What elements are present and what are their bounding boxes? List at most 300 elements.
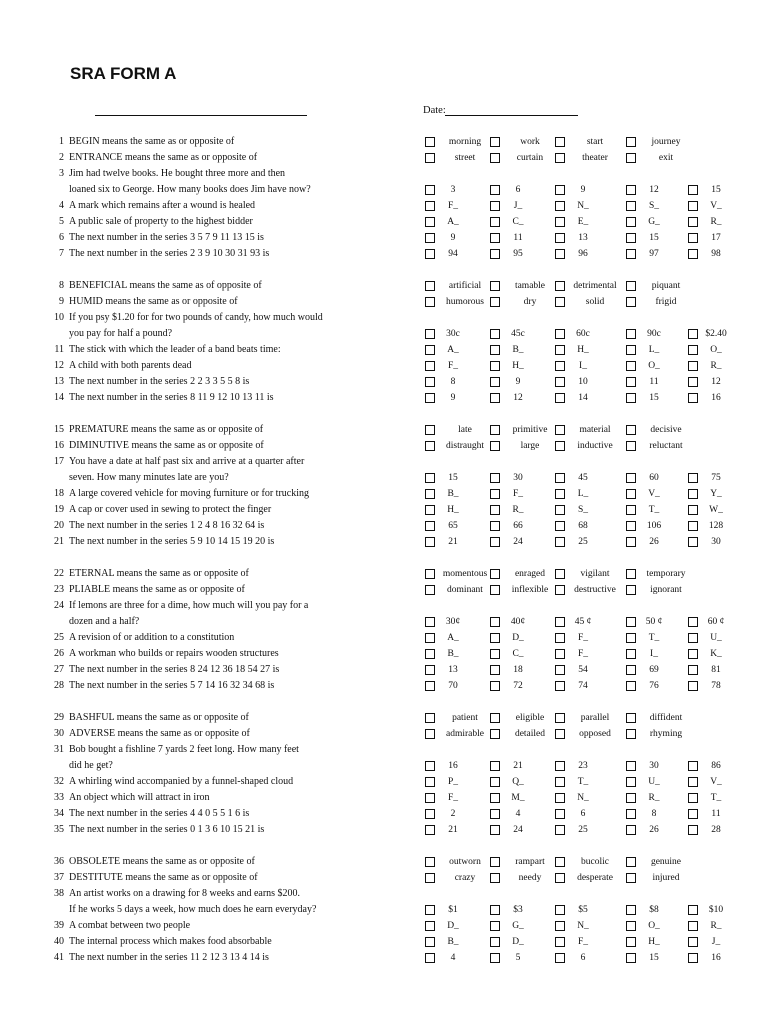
answer-checkbox[interactable] — [626, 937, 636, 947]
answer-option[interactable] — [555, 472, 597, 484]
answer-checkbox[interactable] — [626, 825, 636, 835]
answer-option[interactable] — [555, 536, 597, 548]
answer-checkbox[interactable] — [425, 361, 435, 371]
answer-checkbox[interactable] — [688, 393, 698, 403]
answer-checkbox[interactable] — [688, 793, 698, 803]
answer-option[interactable] — [688, 632, 730, 644]
answer-option[interactable] — [425, 200, 467, 212]
answer-option[interactable] — [425, 808, 467, 820]
answer-checkbox[interactable] — [688, 521, 698, 531]
answer-option[interactable] — [688, 184, 730, 196]
answer-option[interactable] — [490, 376, 532, 388]
answer-option[interactable] — [626, 136, 692, 148]
answer-checkbox[interactable] — [490, 809, 500, 819]
answer-option[interactable] — [555, 248, 597, 260]
answer-checkbox[interactable] — [555, 825, 565, 835]
answer-checkbox[interactable] — [555, 713, 565, 723]
answer-checkbox[interactable] — [425, 425, 435, 435]
answer-checkbox[interactable] — [425, 505, 435, 515]
answer-checkbox[interactable] — [555, 809, 565, 819]
answer-checkbox[interactable] — [490, 505, 500, 515]
answer-checkbox[interactable] — [490, 937, 500, 947]
answer-checkbox[interactable] — [425, 937, 435, 947]
answer-checkbox[interactable] — [555, 649, 565, 659]
answer-option[interactable] — [425, 712, 491, 724]
answer-option[interactable] — [425, 344, 467, 356]
answer-option[interactable] — [688, 936, 730, 948]
answer-option[interactable] — [490, 360, 532, 372]
answer-option[interactable] — [555, 808, 597, 820]
answer-option[interactable] — [555, 376, 597, 388]
answer-option[interactable] — [688, 520, 730, 532]
answer-option[interactable] — [626, 824, 668, 836]
answer-checkbox[interactable] — [490, 617, 500, 627]
answer-option[interactable] — [555, 440, 621, 452]
answer-option[interactable] — [490, 776, 532, 788]
answer-checkbox[interactable] — [626, 217, 636, 227]
answer-checkbox[interactable] — [425, 329, 435, 339]
answer-option[interactable] — [425, 664, 467, 676]
answer-option[interactable] — [626, 808, 668, 820]
answer-option[interactable] — [626, 920, 668, 932]
answer-checkbox[interactable] — [626, 185, 636, 195]
answer-option[interactable] — [425, 824, 467, 836]
answer-checkbox[interactable] — [626, 809, 636, 819]
answer-option[interactable] — [425, 488, 467, 500]
answer-checkbox[interactable] — [688, 761, 698, 771]
answer-option[interactable] — [688, 648, 730, 660]
answer-option[interactable] — [555, 648, 597, 660]
answer-checkbox[interactable] — [555, 777, 565, 787]
answer-checkbox[interactable] — [490, 377, 500, 387]
answer-option[interactable] — [688, 616, 730, 628]
answer-checkbox[interactable] — [425, 249, 435, 259]
answer-option[interactable] — [425, 536, 467, 548]
answer-checkbox[interactable] — [626, 617, 636, 627]
answer-option[interactable] — [688, 200, 730, 212]
answer-checkbox[interactable] — [555, 233, 565, 243]
answer-option[interactable] — [555, 152, 621, 164]
answer-option[interactable] — [555, 728, 621, 740]
answer-checkbox[interactable] — [626, 281, 636, 291]
answer-checkbox[interactable] — [425, 537, 435, 547]
answer-option[interactable] — [490, 472, 532, 484]
answer-checkbox[interactable] — [490, 441, 500, 451]
answer-checkbox[interactable] — [490, 793, 500, 803]
answer-checkbox[interactable] — [555, 153, 565, 163]
answer-option[interactable] — [425, 632, 467, 644]
answer-option[interactable] — [626, 424, 692, 436]
answer-checkbox[interactable] — [626, 665, 636, 675]
answer-checkbox[interactable] — [688, 233, 698, 243]
answer-checkbox[interactable] — [688, 473, 698, 483]
answer-option[interactable] — [626, 872, 692, 884]
answer-option[interactable] — [555, 616, 597, 628]
answer-option[interactable] — [626, 904, 668, 916]
answer-checkbox[interactable] — [626, 857, 636, 867]
answer-checkbox[interactable] — [555, 857, 565, 867]
answer-checkbox[interactable] — [688, 361, 698, 371]
answer-checkbox[interactable] — [490, 713, 500, 723]
answer-checkbox[interactable] — [688, 633, 698, 643]
answer-option[interactable] — [490, 712, 556, 724]
answer-option[interactable] — [490, 520, 532, 532]
answer-checkbox[interactable] — [688, 185, 698, 195]
answer-option[interactable] — [555, 360, 597, 372]
answer-option[interactable] — [626, 728, 692, 740]
answer-checkbox[interactable] — [688, 201, 698, 211]
answer-checkbox[interactable] — [555, 393, 565, 403]
answer-checkbox[interactable] — [425, 217, 435, 227]
answer-checkbox[interactable] — [425, 905, 435, 915]
answer-option[interactable] — [555, 792, 597, 804]
answer-checkbox[interactable] — [555, 441, 565, 451]
answer-option[interactable] — [555, 136, 621, 148]
answer-checkbox[interactable] — [555, 873, 565, 883]
answer-option[interactable] — [490, 248, 532, 260]
answer-checkbox[interactable] — [626, 521, 636, 531]
answer-checkbox[interactable] — [688, 329, 698, 339]
answer-checkbox[interactable] — [425, 473, 435, 483]
answer-checkbox[interactable] — [688, 665, 698, 675]
answer-checkbox[interactable] — [425, 713, 435, 723]
answer-checkbox[interactable] — [490, 921, 500, 931]
answer-option[interactable] — [626, 536, 668, 548]
answer-checkbox[interactable] — [626, 713, 636, 723]
answer-option[interactable] — [425, 360, 467, 372]
answer-checkbox[interactable] — [490, 777, 500, 787]
answer-checkbox[interactable] — [425, 809, 435, 819]
answer-checkbox[interactable] — [555, 489, 565, 499]
answer-option[interactable] — [688, 392, 730, 404]
answer-option[interactable] — [555, 632, 597, 644]
answer-checkbox[interactable] — [626, 297, 636, 307]
answer-option[interactable] — [688, 952, 730, 964]
answer-checkbox[interactable] — [490, 953, 500, 963]
answer-option[interactable] — [688, 904, 730, 916]
answer-checkbox[interactable] — [555, 281, 565, 291]
answer-checkbox[interactable] — [490, 393, 500, 403]
answer-option[interactable] — [555, 184, 597, 196]
answer-option[interactable] — [626, 664, 668, 676]
answer-option[interactable] — [555, 424, 621, 436]
answer-option[interactable] — [688, 664, 730, 676]
answer-option[interactable] — [688, 792, 730, 804]
answer-option[interactable] — [425, 728, 491, 740]
answer-option[interactable] — [626, 184, 668, 196]
answer-checkbox[interactable] — [626, 761, 636, 771]
answer-option[interactable] — [425, 792, 467, 804]
answer-option[interactable] — [425, 920, 467, 932]
answer-checkbox[interactable] — [688, 217, 698, 227]
answer-checkbox[interactable] — [490, 233, 500, 243]
answer-checkbox[interactable] — [688, 809, 698, 819]
answer-option[interactable] — [490, 584, 556, 596]
answer-option[interactable] — [626, 856, 692, 868]
answer-option[interactable] — [555, 344, 597, 356]
answer-checkbox[interactable] — [688, 617, 698, 627]
answer-option[interactable] — [555, 824, 597, 836]
answer-option[interactable] — [425, 936, 467, 948]
answer-option[interactable] — [626, 504, 668, 516]
answer-option[interactable] — [425, 648, 467, 660]
answer-option[interactable] — [490, 792, 532, 804]
answer-option[interactable] — [626, 616, 668, 628]
answer-option[interactable] — [425, 424, 491, 436]
answer-checkbox[interactable] — [555, 633, 565, 643]
answer-checkbox[interactable] — [425, 489, 435, 499]
answer-checkbox[interactable] — [555, 937, 565, 947]
answer-option[interactable] — [555, 872, 621, 884]
answer-option[interactable] — [425, 776, 467, 788]
answer-checkbox[interactable] — [688, 249, 698, 259]
answer-checkbox[interactable] — [490, 345, 500, 355]
answer-checkbox[interactable] — [626, 953, 636, 963]
answer-option[interactable] — [425, 760, 467, 772]
answer-checkbox[interactable] — [490, 633, 500, 643]
answer-checkbox[interactable] — [425, 649, 435, 659]
answer-option[interactable] — [490, 728, 556, 740]
answer-option[interactable] — [425, 328, 467, 340]
answer-checkbox[interactable] — [555, 793, 565, 803]
answer-checkbox[interactable] — [490, 681, 500, 691]
answer-option[interactable] — [626, 632, 668, 644]
answer-option[interactable] — [688, 232, 730, 244]
answer-checkbox[interactable] — [490, 537, 500, 547]
answer-option[interactable] — [688, 776, 730, 788]
answer-checkbox[interactable] — [490, 217, 500, 227]
answer-checkbox[interactable] — [425, 777, 435, 787]
answer-checkbox[interactable] — [425, 825, 435, 835]
answer-option[interactable] — [555, 776, 597, 788]
answer-option[interactable] — [490, 648, 532, 660]
answer-checkbox[interactable] — [688, 681, 698, 691]
answer-checkbox[interactable] — [490, 153, 500, 163]
answer-checkbox[interactable] — [490, 665, 500, 675]
answer-option[interactable] — [490, 664, 532, 676]
answer-checkbox[interactable] — [626, 153, 636, 163]
answer-checkbox[interactable] — [626, 249, 636, 259]
answer-option[interactable] — [425, 280, 491, 292]
answer-option[interactable] — [626, 392, 668, 404]
answer-option[interactable] — [626, 376, 668, 388]
answer-option[interactable] — [425, 184, 467, 196]
answer-checkbox[interactable] — [555, 521, 565, 531]
answer-option[interactable] — [626, 680, 668, 692]
answer-option[interactable] — [425, 616, 467, 628]
answer-option[interactable] — [490, 952, 532, 964]
answer-option[interactable] — [688, 536, 730, 548]
answer-checkbox[interactable] — [425, 873, 435, 883]
answer-checkbox[interactable] — [425, 729, 435, 739]
answer-option[interactable] — [626, 952, 668, 964]
answer-option[interactable] — [490, 136, 556, 148]
answer-checkbox[interactable] — [490, 489, 500, 499]
answer-option[interactable] — [425, 872, 491, 884]
answer-checkbox[interactable] — [688, 921, 698, 931]
answer-checkbox[interactable] — [626, 649, 636, 659]
answer-checkbox[interactable] — [555, 665, 565, 675]
answer-option[interactable] — [490, 536, 532, 548]
answer-checkbox[interactable] — [626, 441, 636, 451]
answer-checkbox[interactable] — [626, 137, 636, 147]
answer-option[interactable] — [626, 248, 668, 260]
answer-option[interactable] — [490, 344, 532, 356]
answer-checkbox[interactable] — [626, 233, 636, 243]
answer-option[interactable] — [555, 584, 621, 596]
answer-option[interactable] — [626, 280, 692, 292]
answer-checkbox[interactable] — [626, 681, 636, 691]
answer-checkbox[interactable] — [555, 185, 565, 195]
answer-option[interactable] — [490, 568, 556, 580]
answer-option[interactable] — [555, 920, 597, 932]
answer-option[interactable] — [425, 472, 467, 484]
answer-option[interactable] — [688, 360, 730, 372]
answer-option[interactable] — [425, 952, 467, 964]
answer-option[interactable] — [555, 568, 621, 580]
date-field-line[interactable] — [445, 115, 578, 116]
answer-checkbox[interactable] — [425, 857, 435, 867]
answer-checkbox[interactable] — [626, 793, 636, 803]
answer-checkbox[interactable] — [688, 377, 698, 387]
answer-checkbox[interactable] — [490, 425, 500, 435]
answer-option[interactable] — [490, 424, 556, 436]
answer-checkbox[interactable] — [425, 521, 435, 531]
answer-option[interactable] — [490, 856, 556, 868]
answer-checkbox[interactable] — [626, 377, 636, 387]
answer-option[interactable] — [425, 584, 491, 596]
answer-option[interactable] — [555, 856, 621, 868]
answer-option[interactable] — [425, 440, 491, 452]
answer-option[interactable] — [688, 344, 730, 356]
answer-checkbox[interactable] — [626, 505, 636, 515]
answer-checkbox[interactable] — [490, 201, 500, 211]
answer-checkbox[interactable] — [425, 761, 435, 771]
answer-checkbox[interactable] — [555, 617, 565, 627]
answer-option[interactable] — [425, 904, 467, 916]
answer-checkbox[interactable] — [425, 137, 435, 147]
answer-option[interactable] — [555, 296, 621, 308]
answer-checkbox[interactable] — [425, 297, 435, 307]
answer-option[interactable] — [490, 152, 556, 164]
answer-option[interactable] — [555, 760, 597, 772]
answer-option[interactable] — [555, 392, 597, 404]
answer-checkbox[interactable] — [490, 569, 500, 579]
answer-checkbox[interactable] — [626, 777, 636, 787]
answer-checkbox[interactable] — [688, 825, 698, 835]
answer-checkbox[interactable] — [626, 393, 636, 403]
answer-checkbox[interactable] — [490, 729, 500, 739]
answer-option[interactable] — [688, 328, 730, 340]
answer-option[interactable] — [626, 152, 692, 164]
answer-checkbox[interactable] — [425, 921, 435, 931]
answer-checkbox[interactable] — [425, 153, 435, 163]
answer-checkbox[interactable] — [555, 585, 565, 595]
answer-option[interactable] — [555, 664, 597, 676]
answer-checkbox[interactable] — [626, 361, 636, 371]
answer-option[interactable] — [555, 200, 597, 212]
answer-checkbox[interactable] — [555, 425, 565, 435]
answer-checkbox[interactable] — [555, 681, 565, 691]
answer-checkbox[interactable] — [425, 665, 435, 675]
answer-option[interactable] — [490, 632, 532, 644]
answer-option[interactable] — [626, 776, 668, 788]
answer-option[interactable] — [490, 760, 532, 772]
answer-checkbox[interactable] — [490, 585, 500, 595]
answer-option[interactable] — [425, 248, 467, 260]
answer-checkbox[interactable] — [425, 793, 435, 803]
answer-option[interactable] — [490, 488, 532, 500]
answer-checkbox[interactable] — [555, 537, 565, 547]
answer-checkbox[interactable] — [555, 249, 565, 259]
answer-option[interactable] — [490, 216, 532, 228]
answer-option[interactable] — [425, 296, 491, 308]
answer-option[interactable] — [555, 680, 597, 692]
answer-option[interactable] — [425, 568, 491, 580]
answer-checkbox[interactable] — [688, 345, 698, 355]
answer-option[interactable] — [555, 712, 621, 724]
answer-option[interactable] — [626, 488, 668, 500]
answer-checkbox[interactable] — [490, 329, 500, 339]
answer-option[interactable] — [626, 472, 668, 484]
answer-option[interactable] — [555, 232, 597, 244]
answer-checkbox[interactable] — [425, 681, 435, 691]
answer-option[interactable] — [490, 392, 532, 404]
answer-checkbox[interactable] — [425, 569, 435, 579]
answer-checkbox[interactable] — [626, 489, 636, 499]
answer-option[interactable] — [688, 760, 730, 772]
answer-checkbox[interactable] — [490, 297, 500, 307]
answer-option[interactable] — [490, 920, 532, 932]
answer-checkbox[interactable] — [555, 217, 565, 227]
answer-checkbox[interactable] — [626, 473, 636, 483]
answer-checkbox[interactable] — [555, 137, 565, 147]
answer-option[interactable] — [490, 936, 532, 948]
answer-checkbox[interactable] — [688, 777, 698, 787]
answer-option[interactable] — [626, 648, 668, 660]
answer-checkbox[interactable] — [626, 633, 636, 643]
answer-option[interactable] — [555, 216, 597, 228]
answer-checkbox[interactable] — [626, 345, 636, 355]
answer-option[interactable] — [555, 952, 597, 964]
answer-option[interactable] — [626, 200, 668, 212]
answer-checkbox[interactable] — [425, 953, 435, 963]
answer-option[interactable] — [425, 152, 491, 164]
answer-checkbox[interactable] — [626, 201, 636, 211]
answer-option[interactable] — [626, 936, 668, 948]
answer-option[interactable] — [425, 136, 491, 148]
answer-checkbox[interactable] — [688, 537, 698, 547]
answer-option[interactable] — [626, 216, 668, 228]
answer-option[interactable] — [688, 920, 730, 932]
answer-option[interactable] — [490, 872, 556, 884]
answer-checkbox[interactable] — [555, 505, 565, 515]
answer-checkbox[interactable] — [490, 857, 500, 867]
answer-checkbox[interactable] — [555, 377, 565, 387]
answer-checkbox[interactable] — [425, 633, 435, 643]
answer-checkbox[interactable] — [490, 473, 500, 483]
answer-option[interactable] — [626, 584, 692, 596]
answer-checkbox[interactable] — [425, 201, 435, 211]
answer-checkbox[interactable] — [555, 569, 565, 579]
answer-checkbox[interactable] — [688, 953, 698, 963]
answer-option[interactable] — [425, 216, 467, 228]
answer-option[interactable] — [626, 440, 692, 452]
answer-option[interactable] — [688, 808, 730, 820]
answer-option[interactable] — [626, 232, 668, 244]
answer-option[interactable] — [626, 568, 692, 580]
answer-checkbox[interactable] — [626, 905, 636, 915]
